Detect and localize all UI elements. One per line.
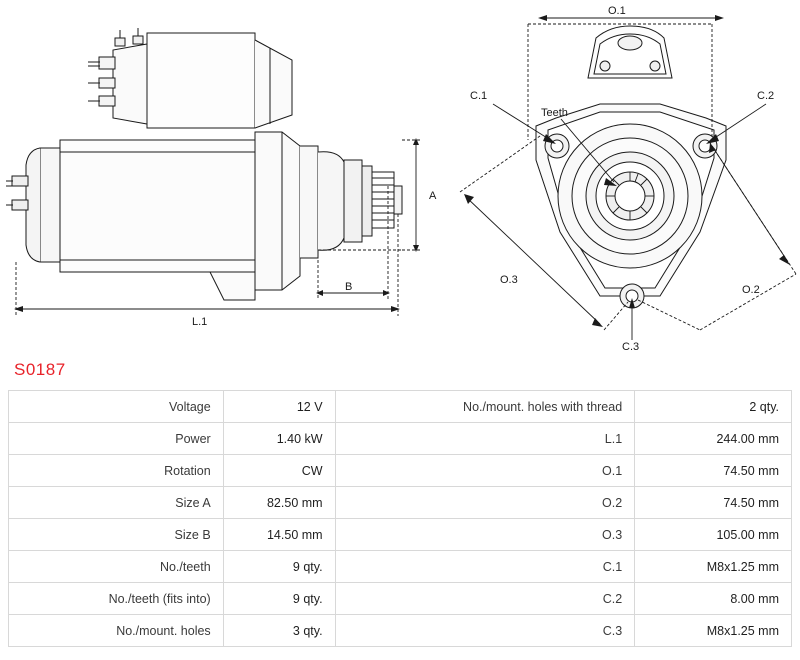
spec-value: 12 V [223,391,335,423]
table-row [9,519,792,551]
spec-value: CW [223,455,335,487]
spec-label-2: C.2 [335,583,635,615]
spec-value-2: 74.50 mm [635,455,792,487]
spec-label-2: C.3 [335,615,635,647]
spec-value: 9 qty. [223,551,335,583]
dimension-label-o1: O.1 [608,5,626,17]
dimension-label-o2: O.2 [742,284,760,296]
spec-label: No./teeth [9,551,224,583]
spec-label: No./mount. holes [9,615,224,647]
table-row [9,423,792,455]
table-row [9,615,792,647]
spec-value-2: 8.00 mm [635,583,792,615]
dimension-label-c1: C.1 [470,90,488,102]
table-row [9,487,792,519]
spec-label: No./teeth (fits into) [9,583,224,615]
dimension-a [402,138,420,252]
spec-value: 14.50 mm [223,519,335,551]
spec-label-2: C.1 [335,551,635,583]
spec-value: 1.40 kW [223,423,335,455]
dimension-label-l1: L.1 [192,316,208,328]
dimension-label-teeth: Teeth [541,107,568,119]
spec-label: Size B [9,519,224,551]
table-row [9,455,792,487]
spec-label: Size A [9,487,224,519]
spec-label: Rotation [9,455,224,487]
spec-label-2: O.3 [335,519,635,551]
side-view-drawing [6,28,402,300]
spec-label: Voltage [9,391,224,423]
spec-value-2: M8x1.25 mm [635,615,792,647]
spec-value-2: M8x1.25 mm [635,551,792,583]
specification-table [8,390,792,647]
spec-label-2: O.2 [335,487,635,519]
spec-label-2: L.1 [335,423,635,455]
spec-label-2: O.1 [335,455,635,487]
part-number: S0187 [14,360,66,379]
dimension-label-c3: C.3 [622,341,640,350]
dimension-label-c2: C.2 [757,90,775,102]
table-row [9,583,792,615]
spec-label-2: No./mount. holes with thread [335,391,635,423]
spec-value: 82.50 mm [223,487,335,519]
spec-value-2: 244.00 mm [635,423,792,455]
front-view-drawing [536,26,726,308]
spec-value: 9 qty. [223,583,335,615]
table-row [9,551,792,583]
spec-label: Power [9,423,224,455]
dimension-label-a: A [429,190,437,202]
spec-value-2: 74.50 mm [635,487,792,519]
table-row [9,391,792,423]
spec-value-2: 2 qty. [635,391,792,423]
spec-value: 3 qty. [223,615,335,647]
dimension-label-o3: O.3 [500,274,518,286]
spec-value-2: 105.00 mm [635,519,792,551]
dimension-label-b: B [345,281,353,293]
